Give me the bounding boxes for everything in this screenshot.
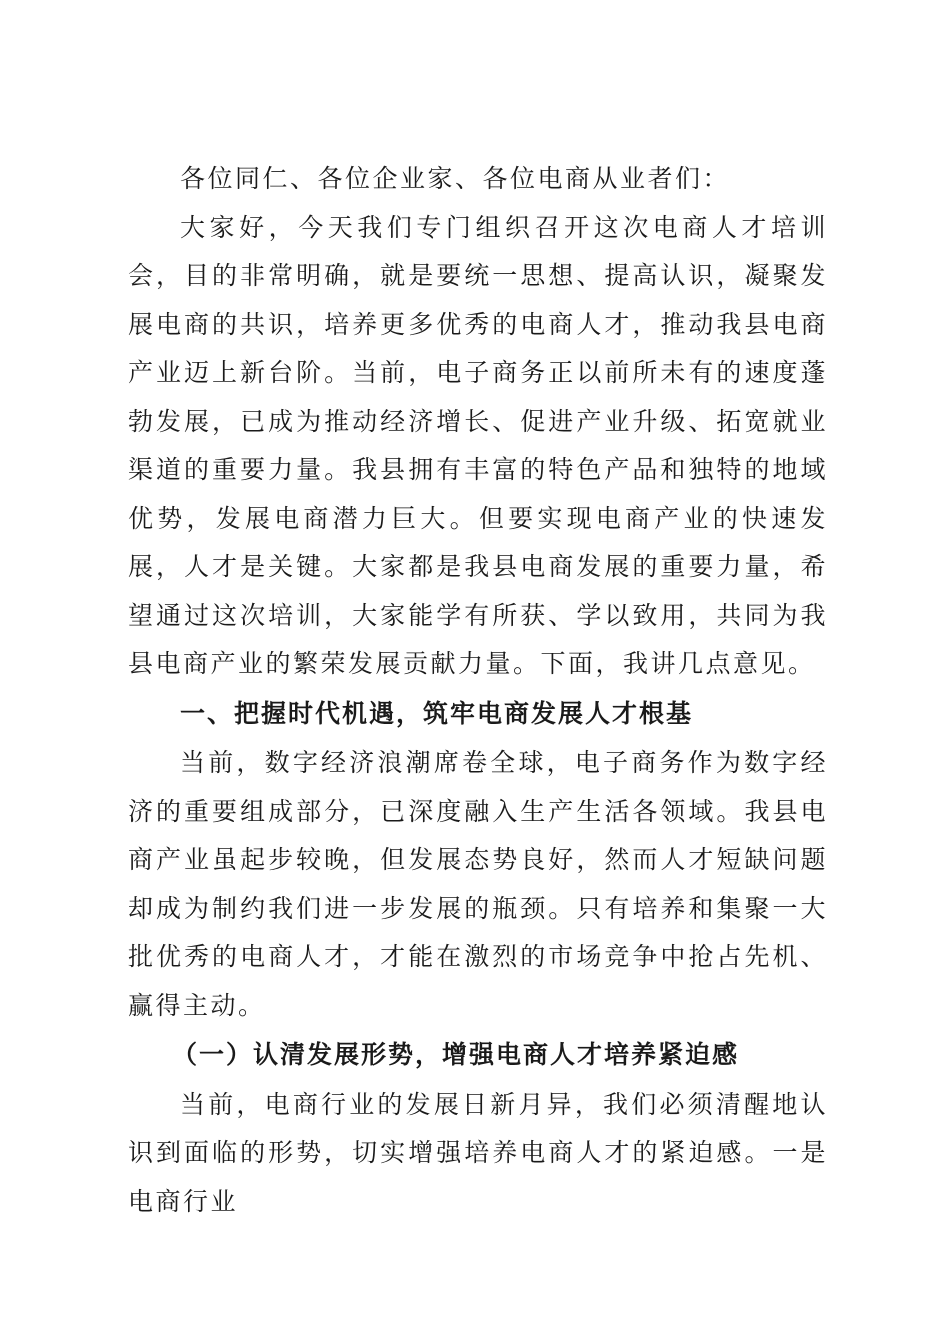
salutation: 各位同仁、各位企业家、各位电商从业者们： — [180, 164, 731, 193]
subsection-1-paragraph: 当前，电商行业的发展日新月异，我们必须清醒地认识到面临的形势，切实增强培养电商人才的紧迫感。一是电商行业 — [128, 1089, 828, 1216]
subsection-heading-1: （一）认清发展形势，增强电商人才培养紧迫感 — [172, 1040, 740, 1069]
section-heading-1: 一、把握时代机遇，筑牢电商发展人才根基 — [180, 698, 694, 728]
section-1-paragraph: 当前，数字经济浪潮席卷全球，电子商务作为数字经济的重要组成部分，已深度融入生产生活各领域。我县电商产业虽起步较晚，但发展态势良好，然而人才短缺问题却成为制约我们进一步发展的瓶颈。只有培养和集聚一大批优秀的电商人才，才能在激烈的市场竞争中抢占先机、赢得主动。 — [128, 748, 828, 1020]
intro-paragraph: 大家好，今天我们专门组织召开这次电商人才培训会，目的非常明确，就是要统一思想、提高认识，凝聚发展电商的共识，培养更多优秀的电商人才，推动我县电商产业迈上新台阶。当前，电子商务正以前所未有的速度蓬勃发展，已成为推动经济增长、促进产业升级、拓宽就业渠道的重要力量。我县拥有丰富的特色产品和独特的地域优势，发展电商潜力巨大。但要实现电商产业的快速发展，人才是关键。大家都是我县电商发展的重要力量，希望通过这次培训，大家能学有所获、学以致用，共同为我县电商产业的繁荣发展贡献力量。下面，我讲几点意见。 — [128, 212, 828, 678]
document-body — [128, 155, 828, 1226]
